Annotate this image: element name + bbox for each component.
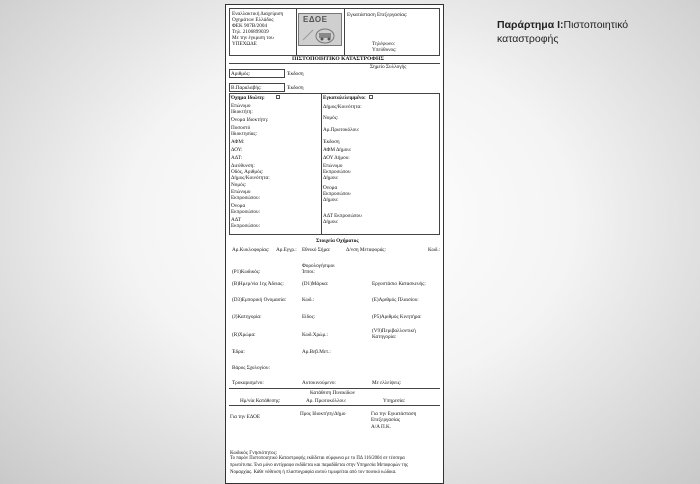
registration-id-label: Αρ.Εγγρ.: [276,247,297,253]
engine-number-label: (Ρ5)Αριθμός Κινητήρα: [372,314,422,320]
make-label: (D1)Μάρκα: [302,281,329,287]
abandoned-field: ΔΟΥ Δήμου: [323,155,350,161]
signature-plant-2: Επεξεργασίας [371,417,401,423]
abandoned-field: Επώνυμο [323,163,343,169]
edoe-logo-text: ΕΔΟΕ [303,15,328,24]
signature-owner: Προς Ιδιοκτήτη/Δήμο [300,411,346,417]
abandoned-field: Δήμου: [323,175,339,181]
first-license-date-label: (Β)Ημερ/νία 1ης Άδειας: [232,281,284,287]
vehicle-code-label: (Ρ1)Κωδικός: [232,269,261,275]
transfer-cert-label: Αρ.Βεβ.Μετ.: [302,349,331,355]
signature-plant: Για την Εγκατάσταση [371,411,417,417]
certificate-title: ΠΙΣΤΟΠΟΙΗΤΙΚΟ ΚΑΤΑΣΤΡΟΦΗΣ [292,56,385,62]
trade-name-label: (D3)Εμπορική Ονομασία: [232,297,287,303]
manufacturer-label: Εργοστάσιο Κατασκευής: [372,281,426,287]
org-line: ΥΠΕΧΩΔΕ [232,41,257,47]
org-line: ΦΕΚ 907Β/2004 [232,23,268,29]
issue-label-2: Έκδοση [287,85,304,91]
abandoned-heading: Εγκαταλελειμμένο: [323,95,366,101]
appendix-caption-text: Πιστοποιητικό καταστροφής [497,19,629,45]
edoe-logo [298,13,342,46]
deposit-protocol-label: Αρ. Πρωτοκόλλου: [306,398,347,404]
self-propelled-label: Αυτοκινούμενο: [302,380,336,386]
vehicle-data-heading: Στοιχεία Οχήματος [316,238,359,244]
abandoned-field: Εκπροσώπου [323,191,351,197]
abandoned-field: Δήμου: [323,197,339,203]
code-label: Κωδ.: [428,247,441,253]
category-label: (J)Κατηγορία: [232,314,262,320]
chassis-number-label: (Ε)Αριθμός Πλαισίου: [372,297,419,303]
environmental-category-label: (V9)Περιβαλλοντική [372,328,416,334]
abandoned-field: Αρ.Πρωτοκόλου: [323,127,360,133]
owner-field: Εκπροσώπου: [231,195,261,201]
weight-label: Βάρος Σχολογίου: [232,365,270,371]
signature-plant-serial: Α/Α Π.Κ. [371,424,392,430]
missing-parts-label: Με ελλείψεις: [372,380,402,386]
abandoned-field: Έκδοση [323,139,340,145]
legal-note-line: Το παρόν Πιστοποιητικό Καταστροφής εκδίδεται σύμφωνα με το ΠΔ 116/2004 σε τέσσερα [230,456,405,461]
owner-field: Επώνυμο [231,189,251,195]
owner-field: ΑΔΤ [231,217,241,223]
abandoned-field: ΑΔΤ Εκπροσώπου [323,213,362,219]
trade-code-label: Κωδ.: [302,297,315,303]
owner-field: Όνομα Ιδιοκτήτη: [231,117,269,123]
phone-label: Τηλέφωνο: [372,41,396,47]
owner-field: Επώνυμο [231,103,251,109]
collection-point-label: Σημείο Συλλογής [370,64,407,70]
issue-label: Έκδοση [287,71,304,77]
processing-plant-label: Εγκατάσταση Επεξεργασίας: [347,12,408,18]
owner-field: ΑΦΜ: [231,139,245,145]
appendix-caption-prefix: Παράρτημα Ι: [497,19,564,31]
number-label: Αριθμός: [231,71,251,77]
abandoned-field: Δήμος/Κοινότητα: [323,104,362,110]
crushed-label: Τροκαρισμένο: [232,380,264,386]
owner-field: Εκπροσώπου: [231,209,261,215]
transport-office-label: Δ/νση Μεταφοράς: [346,247,386,253]
owner-field: Ιδιοκτήτη: [231,109,253,115]
org-line: Εναλλακτική Διαχείριση [232,11,284,17]
owner-field: Διεύθυνση: [231,163,255,169]
signature-edoe: Για την ΕΔΟΕ [230,414,260,420]
owner-field: Οδός, Αριθμός: [231,169,264,175]
owner-field: Όνομα [231,203,246,209]
national-sign-label: Εθνικό Σήμα: [302,247,331,253]
legal-note-line: Νομαρχίας. Κάθε νόθευση ή πλαστογραφία αυτού τιμωρείται από τον ποινικό κώδικα. [230,470,397,475]
owner-field: Νομός: [231,182,247,188]
abandoned-checkbox[interactable] [369,95,373,99]
org-line: Τηλ. 2106899039 [232,29,269,35]
abandoned-field: Νομός: [323,115,339,121]
org-line: Οχημάτων Ελλάδος [232,17,274,23]
plates-deposit-heading: Κατάθεση Πινακίδων [310,390,355,396]
color-code-label: Κωδ.Χρώμ.: [302,332,328,338]
private-vehicle-checkbox[interactable] [276,95,280,99]
type-label: Είδος: [302,314,316,320]
owner-field: ΑΔΤ: [231,155,243,161]
car-recycle-icon [299,24,341,46]
deposit-office-label: Υπηρεσία: [383,398,406,404]
taxable-hp-label: Φορολογήσιμοι [302,263,335,269]
environmental-category-label-2: Κατηγορία: [372,334,397,340]
abandoned-field: Δήμου: [323,219,339,225]
owner-field: ΔΟΥ: [231,147,243,153]
receipt-label: Β.Παραλαβής: [231,85,262,91]
manager-label: Υπεύθυνος: [372,47,397,53]
color-label: (R)Χρώμα: [232,332,256,338]
private-vehicle-heading: Όχημα Ιδιώτη: [231,95,265,101]
seats-label: Έδρα: [232,349,245,355]
appendix-caption [497,18,682,46]
owner-field: Δήμος/Κοινότητα: [231,175,270,181]
owner-field: Εκπροσώπου: [231,223,261,229]
abandoned-field: Όνομα [323,185,338,191]
taxable-hp-label-2: Ίπποι: [302,269,315,275]
abandoned-field: ΑΦΜ Δήμου: [323,147,352,153]
destruction-certificate-document [225,4,444,484]
legal-note-line: πρωτότυπα. Ένα μόνο αντίγραφο εκδίδεται και παραδίδεται στην Υπηρεσία Μεταφορών της [230,463,408,468]
registration-number-label: Αρ.Κυκλοφορίας: [232,247,270,253]
org-line: Με την έγκριση του [232,35,274,41]
deposit-date-label: Ημ/νία Κατάθεσης: [240,398,281,404]
owner-field: Ποσοστό [231,125,251,131]
abandoned-field: Εκπροσώπου [323,169,351,175]
authenticity-code-label: Κωδικός Γνησιότητος: [230,450,278,456]
owner-field: Ιδιοκτησίας: [231,131,257,137]
